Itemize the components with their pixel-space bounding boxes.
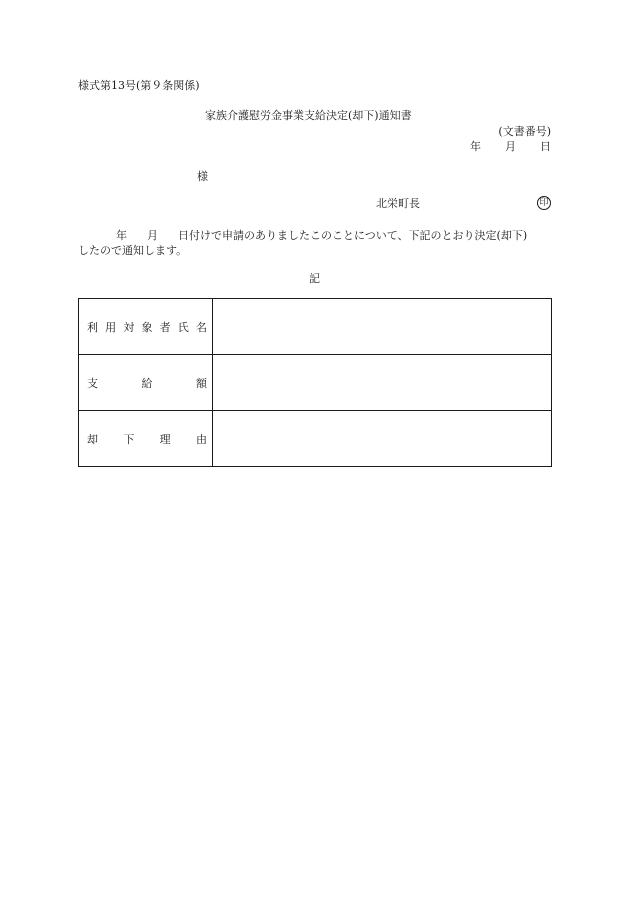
issue-date-month: 月	[505, 140, 516, 153]
form-number: 様式第13号(第９条関係)	[78, 79, 200, 92]
body-text-line-1: 日付けで申請のありましたこのことについて、下記のとおり決定(却下)	[178, 229, 528, 242]
label-char: 氏	[177, 320, 189, 334]
issue-date-year: 年	[470, 140, 481, 153]
table-row-recipient-name	[79, 299, 552, 355]
issue-date	[470, 140, 551, 153]
label-char: 理	[159, 432, 171, 446]
body-year: 年	[116, 229, 127, 242]
label-char: 対	[123, 320, 135, 334]
label-char: 用	[105, 320, 117, 334]
ki-heading: 記	[309, 272, 320, 285]
value-payment-amount[interactable]	[213, 355, 552, 411]
label-char: 額	[196, 376, 207, 390]
label-char: 給	[141, 376, 153, 390]
label-char: 由	[195, 432, 207, 446]
issuer-name: 北栄町長	[376, 197, 420, 210]
label-char: 者	[159, 320, 171, 334]
value-rejection-reason[interactable]	[213, 411, 552, 467]
label-char: 象	[141, 320, 153, 334]
table-row-payment-amount	[79, 355, 552, 411]
label-rejection-reason	[79, 411, 213, 467]
label-payment-amount	[79, 355, 213, 411]
issue-date-day: 日	[540, 140, 551, 153]
notice-body-line-2: したので通知します。	[78, 244, 188, 257]
label-char: 下	[123, 432, 135, 446]
body-month: 月	[147, 229, 158, 242]
label-char: 利	[87, 320, 98, 334]
details-table	[78, 298, 552, 467]
label-char: 却	[87, 432, 98, 446]
document-title: 家族介護慰労金事業支給決定(却下)通知書	[205, 109, 412, 122]
notice-body-line-1	[78, 229, 552, 242]
table-row-rejection-reason	[79, 411, 552, 467]
label-recipient-name	[79, 299, 213, 355]
recipient-suffix: 様	[197, 170, 208, 183]
label-char: 支	[87, 376, 98, 390]
label-char: 名	[195, 320, 207, 334]
document-number: (文書番号)	[498, 125, 551, 138]
value-recipient-name[interactable]	[213, 299, 552, 355]
seal-mark: 印	[537, 196, 551, 210]
